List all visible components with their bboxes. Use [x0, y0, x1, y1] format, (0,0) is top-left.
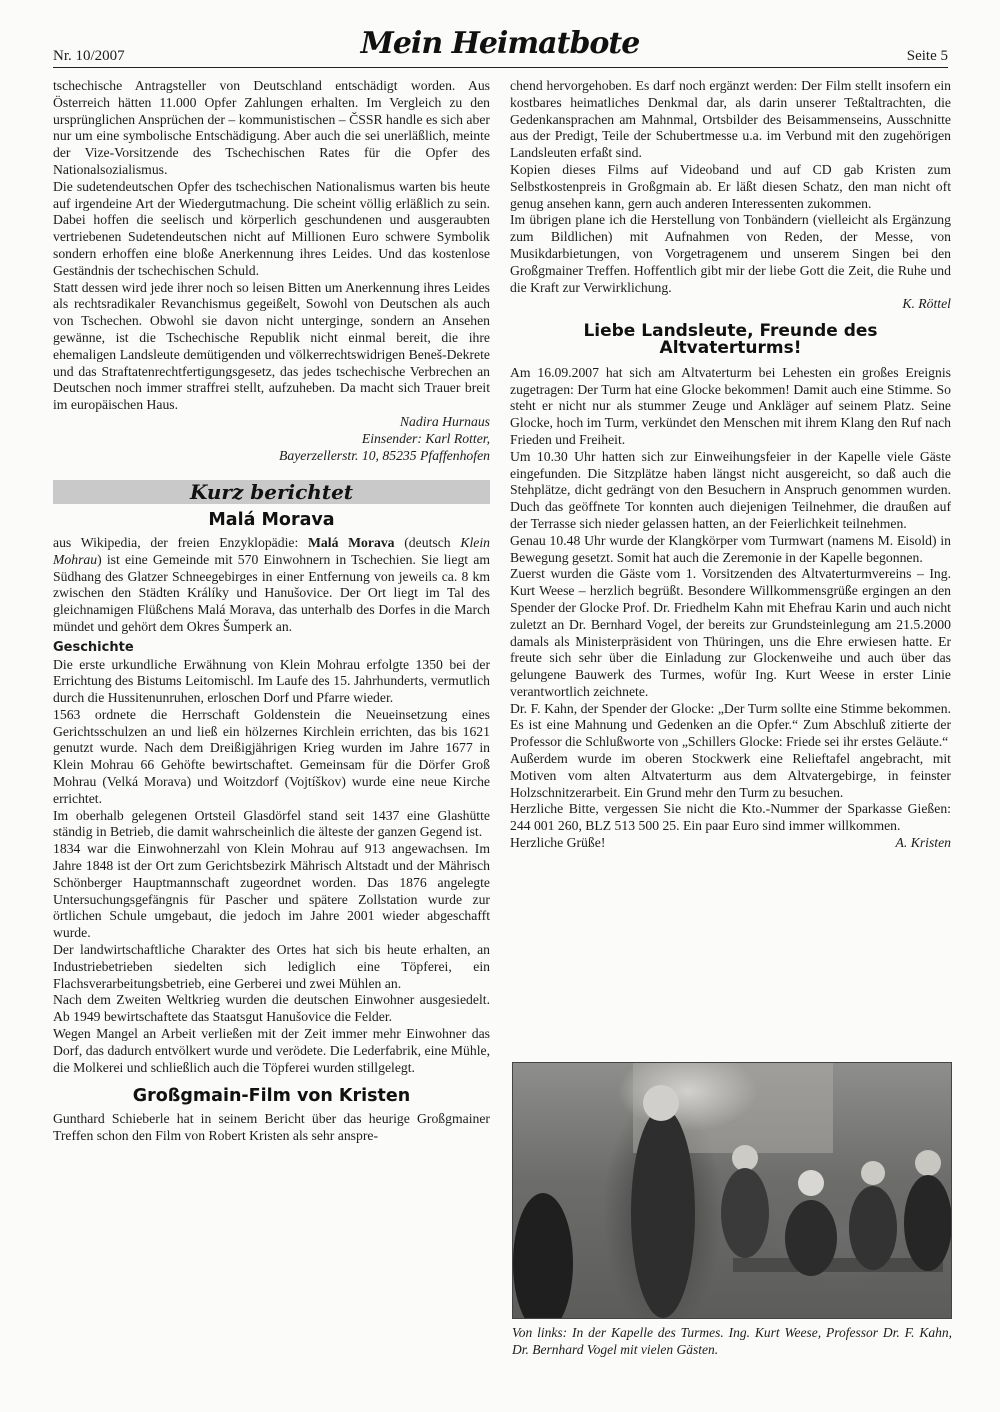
- standing-man-head: [643, 1085, 679, 1121]
- italic-term: Klein Mohrau: [53, 534, 491, 567]
- paragraph: Wegen Mangel an Arbeit verließen mit der Zeit immer mehr Einwohner das Dorf, das dadurch entvölkert wurde und verödete. Die Lederfabrik, eine Mühle, die Molkerei und schließlich auch die Töpferei wurden stillgelegt.: [53, 1026, 490, 1075]
- text-run: (deutsch: [394, 534, 461, 550]
- guest-head: [798, 1170, 824, 1196]
- foreground-figure: [513, 1193, 573, 1318]
- paragraph: 1834 war die Einwohnerzahl von Klein Mohrau auf 913 angewachsen. Im Jahre 1848 ist der Ort zum Gerichtsbezirk Mährisch Altstadt und der Mährisch Schönberger Hauptmannschaft zugeordnet worden. Das 1876 angelegte Untersuchungsgefängnis für Pascher und spätere Zollstation wurde zur örtlichen Schule umgebaut, die jedoch im Jahre 2001 wieder abgeschafft wurde.: [53, 841, 490, 941]
- standing-man: [631, 1108, 695, 1318]
- masthead-logo: Mein Heimatbote: [360, 26, 640, 61]
- paragraph: Der landwirtschaftliche Charakter des Ortes hat sich bis heute erhalten, an Industriebetrieben siedelten sich lediglich eine Töpferei, ein Flachsverarbeitungsbetrieb, eine Gerberei und zwei Mühlen an.: [53, 942, 490, 991]
- paragraph: Im übrigen plane ich die Herstellung von Tonbändern (vielleicht als Ergänzung zum Bildlichen) mit Aufnahmen von Reden, der Messe, von Musikdarbietungen, von Vorgetragenem und unserem Singen bei den Großgmainer Treffen. Hoffentlich gibt mir der liebe Gott die Zeit, die Ruhe und die Kraft zur Verwirklichung.: [510, 212, 951, 295]
- author-signature: A. Kristen: [895, 835, 951, 851]
- paragraph: 1563 ordnete die Herrschaft Goldenstein die Neueinsetzung eines Gerichtsschulzen an und ließ ein hölzernes Kirchlein errichten, das bis 1621 genutzt wurde. Nach dem Dreißigjährigen Krieg wurden im Jahre 1677 in Klein Mohrau 66 Gehöfte bewirtschaftet. Gemeinsam für die Dörfer Groß Mohrau (Velká Morava) und Woitzdorf (Vojtíškov) wurde eine neue Kirche errichtet.: [53, 706, 490, 806]
- paragraph: chend hervorgehoben. Es darf noch ergänzt werden: Der Film stellt insofern ein kostbares heimatliches Denkmal dar, als darin unserer Teßtaltrachten, die Gedenkansprachen am Mahnmal, Ortsbilder des Beisammenseins, Ausschnitte aus der Predigt, Teile der Schubertmesse u.a. im Verbund mit den zugehörigen Landsleuten erfaßt sind.: [510, 78, 951, 161]
- sender-signature: Einsender: Karl Rotter,: [361, 430, 490, 446]
- paragraph: Genau 10.48 Uhr wurde der Klangkörper vom Turmwart (namens M. Eisold) in Bewegung gesetzt. Somit hat auch die Zeremonie in der Kapelle begonnen.: [510, 532, 951, 565]
- section-band-kurz-berichtet: Kurz berichtet: [53, 480, 490, 504]
- closing-greeting: Herzliche Grüße!: [510, 835, 606, 851]
- bold-term: Malá Morava: [308, 534, 395, 550]
- subheading-geschichte: Geschichte: [53, 639, 134, 655]
- guest-head: [915, 1150, 941, 1176]
- guest-body: [849, 1186, 897, 1270]
- article-heading-grossgmain-film: Großgmain-Film von Kristen: [132, 1086, 411, 1107]
- guest-body: [785, 1200, 837, 1276]
- right-column: [510, 78, 951, 852]
- author-signature: K. Röttel: [902, 296, 951, 312]
- guest-head: [861, 1161, 885, 1185]
- paragraph: Nach dem Zweiten Weltkrieg wurden die deutschen Einwohner ausgesiedelt. Ab 1949 bewirtschaftete das Staatsgut Hanušovice die Felder.: [53, 992, 490, 1025]
- paragraph: [53, 535, 490, 636]
- paragraph: Dr. F. Kahn, der Spender der Glocke: „Der Turm sollte eine Stimme bekommen. Es ist eine Mahnung und Gedenken an die Opfer.“ Zum Abschluß zitierte der Professor die Schlußworte von „Schillers Glocke: Friede sei ihr erstes Geläute.“: [510, 700, 951, 750]
- page-number: Seite 5: [906, 48, 948, 64]
- paragraph: Am 16.09.2007 hat sich am Altvaterturm bei Lehesten ein großes Ereignis zugetragen: Der Turm hat eine Glocke bekommen! Damit auch eine Stimme. So steht er nicht nur als stummer Zeuge und Ankläger auf seinem Platz. Seine Glocke, hoch im Turm, verkündet den Menschen mit ihrem Klang den Ruf nach Frieden und Freiheit.: [510, 364, 951, 447]
- paragraph: Die sudetendeutschen Opfer des tschechischen Nationalismus warten bis heute auf irgendeine Art der Wiedergutmachung. Die scheint völlig erläßlich zu sein. Dabei hoffen die seelisch und körperlich geschundenen und ausgeraubten vertriebenen Sudetendeutschen nicht auf Millionen Euro schwere Symbolik sondern erhoffen eine bloße Anerkennung ihres Leides. Und das kostenlose Geständnis der tschechischen Schuld.: [53, 178, 490, 278]
- closing-line: [510, 835, 951, 852]
- article-heading-mala-morava: Malá Morava: [208, 510, 335, 531]
- paragraph: tschechische Antragsteller von Deutschland entschädigt worden. Aus Österreich hätten 11.000 Opfer Zahlungen erhalten. Im Vergleich zu den ursprünglichen Ansprüchen der – kommunistischen – ČSSR handle es sich aber nur um eine symbolische Entschädigung. Aber auch die sei unerläßlich, meinte der Vize-Vorsitzende des Tschechischen Rates für die Opfer des Nationalsozialismus.: [53, 78, 490, 177]
- paragraph: Im oberhalb gelegenen Ortsteil Glasdörfel stand seit 1437 eine Glashütte ständig in Betrieb, die damit wahrscheinlich die älteste der ganzen Gegend ist.: [53, 807, 490, 840]
- author-signature: Nadira Hurnaus: [399, 413, 490, 429]
- chapel-photo: [512, 1062, 952, 1319]
- paragraph: Kopien dieses Films auf Videoband und auf CD gab Kristen zum Selbstkostenpreis in Großgmain ab. Er läßt diesen Schatz, den man nicht oft genug ansehen kann, gern auch anderen Interessenten zukommen.: [510, 161, 951, 211]
- paragraph: Außerdem wurde im oberen Stockwerk eine Relieftafel angebracht, mit Motiven vom alten Altvaterturm aus dem Altvatergebirge, in feinster Holzschnitzerarbeit. Ein Grund mehr den Turm zu besuchen.: [510, 751, 951, 800]
- paragraph: Zuerst wurden die Gäste vom 1. Vorsitzenden des Altvaterturmvereins – Ing. Kurt Weese – herzlich begrüßt. Besondere Willkommensgrüße ergingen an den Spender der Glocke Prof. Dr. Friedhelm Kahn mit Ehefrau Karin und auch nicht zuletzt an Dr. Bernhard Vogel, der bereits zur Grundsteinlegung am 21.5.2000 damals als Ministerpräsident von Thüringen, uns die Ehre erwiesen hatte. Er freute sich sehr über die Einladung zur Glockenweihe und auch über das gelungene Bauwerk des Turmes, wofür Ing. Kurt Weese in erster Linie verantwortlich zeichnete.: [510, 566, 951, 699]
- guest-body: [721, 1168, 769, 1258]
- text-run: ) ist eine Gemeinde mit 570 Einwohnern in Tschechien. Sie liegt am Südhang des Glatzer Schneegebirges in einer Entfernung von jeweils ca. 8 km zwischen den Städten Králíky und Hanušovice. Der Ort liegt im Tal des gleichnamigen Flüßchens Malá Morava, das unterhalb des Dorfes in die March mündet und gehört dem Okres Šumperk an.: [53, 551, 490, 634]
- issue-number: Nr. 10/2007: [53, 48, 125, 64]
- guest-head: [732, 1145, 758, 1171]
- photo-caption: Von links: In der Kapelle des Turmes. Ing. Kurt Weese, Professor Dr. F. Kahn, Dr. Bernhard Vogel mit vielen Gästen.: [512, 1325, 952, 1357]
- text-run: aus Wikipedia, der freien Enzyklopädie:: [53, 534, 308, 550]
- photo-silhouettes: [513, 1063, 951, 1318]
- paragraph: Die erste urkundliche Erwähnung von Klein Mohrau erfolgte 1350 bei der Errichtung des Bistums Leitomischl. Im Laufe des 15. Jahrhunderts, vermutlich durch die Hussitenunruhen, erloschen Dorf und Pfarre wieder.: [53, 656, 490, 706]
- paragraph: Um 10.30 Uhr hatten sich zur Einweihungsfeier in der Kapelle viele Gäste eingefunden. Die Sitzplätze haben längst nicht ausgereicht, so daß auch die Stehplätze, dicht gedrängt von den Besuchern in Anspruch genommen wurden. Duch das geöffnete Tor konnten auch diejenigen Teilnehmer, die draußen auf der Terrasse sich nieder gelassen hatten, an der Feierlichkeit teilnehmen.: [510, 448, 951, 531]
- bench: [733, 1258, 943, 1272]
- article-heading-altvaterturm: Liebe Landsleute, Freunde des Altvaterturms!: [583, 321, 878, 358]
- paragraph: Herzliche Bitte, vergessen Sie nicht die Kto.-Nummer der Sparkasse Gießen: 244 001 260, BLZ 513 500 25. Ein paar Euro sind immer willkommen.: [510, 801, 951, 834]
- paragraph: Gunthard Schieberle hat in seinem Bericht über das heurige Großgmainer Treffen schon den Film von Robert Kristen als sehr anspre-: [53, 1111, 490, 1144]
- sender-address: Bayerzellerstr. 10, 85235 Pfaffenhofen: [279, 447, 490, 463]
- paragraph: Statt dessen wird jede ihrer noch so leisen Bitten um Anerkennung ihres Leides als rechtsradikaler Revanchismus gegeißelt, Sowohl von Deutschen als auch von Tschechen. Obwohl sie davon nicht untergingе, sondern an Ansehen gewänne, ist die Tschechische Republik nicht einmal bereit, die ihre ehemaligen Landsleute demütigenden und völkerrechtswidrigen Beneš-Dekrete und das Straftatenrechtfertigungsgesetz, das jedes tschechische Verbrechen an Deutschen noch immer straffrei stellt, aufzuheben. Da macht sich Trauer breit im europäischen Haus.: [53, 279, 490, 413]
- header-rule: [53, 67, 948, 68]
- guest-body: [904, 1175, 951, 1271]
- left-column: [53, 78, 490, 1145]
